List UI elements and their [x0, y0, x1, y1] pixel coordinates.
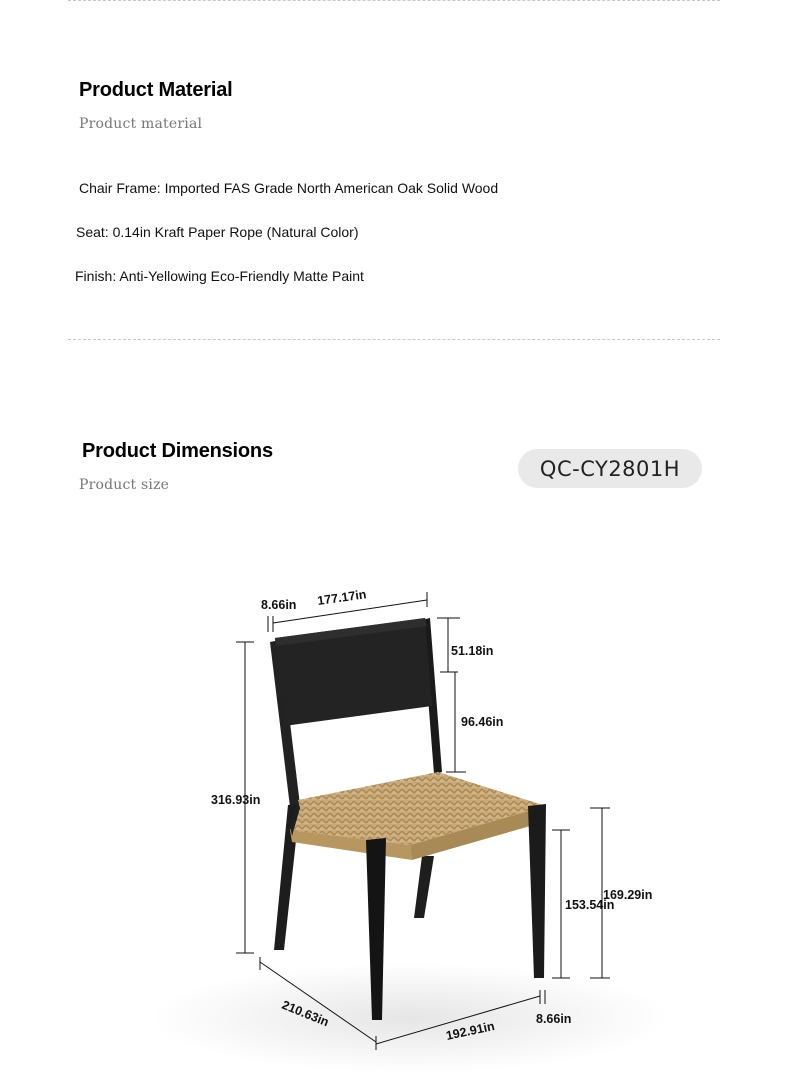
floor-shadow [150, 963, 670, 1073]
label-seat-height: 169.29in [603, 888, 653, 902]
label-leg-thickness-top: 8.66in [261, 598, 297, 612]
label-leg-thickness-bottom: 8.66in [536, 1012, 572, 1026]
label-back-to-seat: 96.46in [461, 715, 504, 729]
label-backrest-height: 51.18in [451, 644, 494, 658]
label-width: 192.91in [444, 1018, 496, 1043]
label-depth: 210.63in [279, 997, 331, 1030]
label-total-height: 316.93in [211, 793, 261, 807]
top-divider [68, 0, 720, 1]
dimensions-title: Product Dimensions [82, 440, 273, 462]
material-title: Product Material [79, 79, 233, 101]
chair-illustration [270, 618, 546, 1020]
label-seat-to-floor-inner: 153.54in [565, 898, 615, 912]
chair-dimension-diagram [0, 560, 790, 1090]
dimensions-subtitle: Product size [79, 477, 170, 493]
spec-seat: Seat: 0.14in Kraft Paper Rope (Natural Color) [76, 224, 359, 240]
model-badge: QC-CY2801H [518, 449, 702, 488]
spec-chair-frame: Chair Frame: Imported FAS Grade North American Oak Solid Wood [79, 180, 499, 196]
spec-finish: Finish: Anti-Yellowing Eco-Friendly Matte Paint [75, 268, 364, 284]
material-subtitle: Product material [79, 116, 203, 132]
label-back-width: 177.17in [316, 587, 368, 608]
section-divider [68, 339, 720, 340]
